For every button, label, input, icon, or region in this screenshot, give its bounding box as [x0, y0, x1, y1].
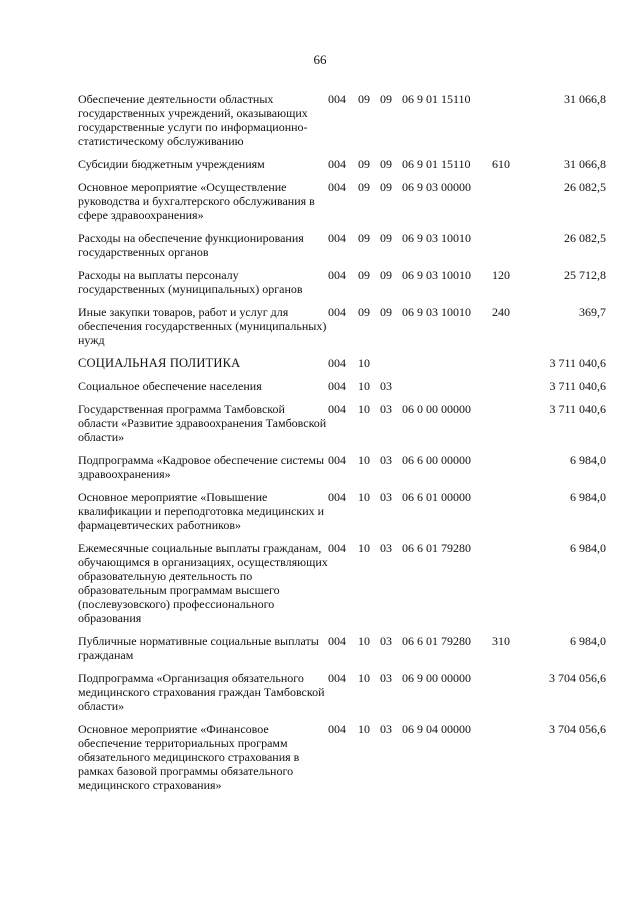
row-ministry-code: 004 — [328, 541, 346, 555]
row-name: Подпрограмма «Организация обязательного медицинского страхования граждан Тамбовской области» — [78, 671, 325, 713]
row-section-code: 09 — [358, 180, 370, 194]
row-amount: 3 711 040,6 — [549, 356, 606, 370]
row-target-article-code: 06 6 00 00000 — [402, 453, 471, 467]
table-row — [78, 379, 606, 402]
row-target-article-code: 06 6 01 79280 — [402, 634, 471, 648]
row-name: Расходы на обеспечение функционирования государственных органов — [78, 231, 304, 259]
row-expense-type-code — [492, 92, 528, 157]
row-ministry-code: 004 — [328, 379, 346, 393]
table-row — [78, 490, 606, 541]
row-target-article-code: 06 6 01 79280 — [402, 541, 471, 555]
row-section-code: 10 — [358, 490, 370, 504]
row-name: Обеспечение деятельности областных государственных учреждений, оказывающих государственные услуги по информационно-статистическому обслуживанию — [78, 92, 308, 148]
row-subsection-code — [380, 356, 402, 379]
row-name: Расходы на выплаты персоналу государственных (муниципальных) органов — [78, 268, 303, 296]
row-name: Государственная программа Тамбовской области «Развитие здравоохранения Тамбовской области» — [78, 402, 327, 444]
row-amount: 26 082,5 — [564, 180, 606, 194]
row-ministry-code: 004 — [328, 92, 346, 106]
row-expense-type-code — [492, 231, 528, 268]
row-ministry-code: 004 — [328, 634, 346, 648]
row-name: Подпрограмма «Кадровое обеспечение системы здравоохранения» — [78, 453, 325, 481]
row-target-article-code: 06 9 00 00000 — [402, 671, 471, 685]
row-subsection-code: 09 — [380, 157, 392, 171]
row-name: Основное мероприятие «Финансовое обеспечение территориальных программ обязательного медицинского страхования в рамках базовой программы обязательного медицинского страхования» — [78, 722, 300, 792]
row-amount: 6 984,0 — [570, 541, 606, 555]
row-expense-type-code — [492, 453, 528, 490]
row-section-code: 09 — [358, 92, 370, 106]
row-target-article-code: 06 0 00 00000 — [402, 402, 471, 416]
table-row — [78, 92, 606, 157]
row-ministry-code: 004 — [328, 305, 346, 319]
row-name: Основное мероприятие «Повышение квалификации и переподготовка медицинских и фармацевтических работников» — [78, 490, 325, 532]
row-section-code: 10 — [358, 379, 370, 393]
row-name: Субсидии бюджетным учреждениям — [78, 157, 265, 171]
row-expense-type-code — [492, 402, 528, 453]
row-expense-type-code — [492, 541, 528, 634]
row-subsection-code: 03 — [380, 379, 392, 393]
row-amount: 26 082,5 — [564, 231, 606, 245]
table-row — [78, 541, 606, 634]
row-expense-type-code: 120 — [492, 268, 510, 282]
row-ministry-code: 004 — [328, 268, 346, 282]
row-section-code: 10 — [358, 671, 370, 685]
row-target-article-code: 06 9 03 00000 — [402, 180, 471, 194]
row-target-article-code: 06 9 01 15110 — [402, 92, 471, 106]
row-target-article-code: 06 9 03 10010 — [402, 268, 471, 282]
row-subsection-code: 03 — [380, 453, 392, 467]
row-name: Основное мероприятие «Осуществление руководства и бухгалтерского обслуживания в сфере здравоохранения» — [78, 180, 315, 222]
table-row — [78, 722, 606, 801]
row-target-article-code: 06 9 03 10010 — [402, 231, 471, 245]
row-amount: 25 712,8 — [564, 268, 606, 282]
table-row — [78, 356, 606, 379]
row-expense-type-code — [492, 722, 528, 801]
table-row — [78, 634, 606, 671]
row-subsection-code: 09 — [380, 180, 392, 194]
row-expense-type-code — [492, 180, 528, 231]
row-subsection-code: 03 — [380, 722, 392, 736]
row-section-code: 09 — [358, 305, 370, 319]
row-ministry-code: 004 — [328, 231, 346, 245]
row-ministry-code: 004 — [328, 722, 346, 736]
budget-table — [78, 92, 606, 801]
row-expense-type-code: 310 — [492, 634, 510, 648]
row-section-code: 09 — [358, 157, 370, 171]
row-ministry-code: 004 — [328, 356, 346, 370]
row-target-article-code: 06 6 01 00000 — [402, 490, 471, 504]
row-ministry-code: 004 — [328, 671, 346, 685]
row-name: Публичные нормативные социальные выплаты гражданам — [78, 634, 319, 662]
row-expense-type-code — [492, 671, 528, 722]
row-target-article-code: 06 9 04 00000 — [402, 722, 471, 736]
row-target-article-code — [402, 379, 492, 402]
table-row — [78, 231, 606, 268]
row-subsection-code: 09 — [380, 231, 392, 245]
row-amount: 3 704 056,6 — [549, 671, 606, 685]
row-expense-type-code: 240 — [492, 305, 510, 319]
row-subsection-code: 03 — [380, 402, 392, 416]
row-ministry-code: 004 — [328, 490, 346, 504]
row-subsection-code: 09 — [380, 305, 392, 319]
row-section-code: 09 — [358, 268, 370, 282]
row-target-article-code — [402, 356, 492, 379]
row-target-article-code: 06 9 01 15110 — [402, 157, 471, 171]
row-section-code: 10 — [358, 356, 370, 370]
row-name: Ежемесячные социальные выплаты гражданам, обучающимся в организациях, осуществляющих образовательную деятельность по образовательным программам высшего (послевузовского) профессионального образования — [78, 541, 328, 625]
row-section-code: 10 — [358, 634, 370, 648]
row-amount: 3 704 056,6 — [549, 722, 606, 736]
table-row — [78, 157, 606, 180]
row-section-code: 10 — [358, 541, 370, 555]
row-name: Социальное обеспечение населения — [78, 379, 262, 393]
row-amount: 369,7 — [579, 305, 606, 319]
row-amount: 6 984,0 — [570, 453, 606, 467]
row-target-article-code: 06 9 03 10010 — [402, 305, 471, 319]
row-expense-type-code — [492, 379, 528, 402]
row-ministry-code: 004 — [328, 402, 346, 416]
row-section-code: 10 — [358, 402, 370, 416]
row-subsection-code: 03 — [380, 634, 392, 648]
row-subsection-code: 03 — [380, 541, 392, 555]
row-subsection-code: 03 — [380, 490, 392, 504]
row-section-code: 10 — [358, 453, 370, 467]
row-subsection-code: 09 — [380, 268, 392, 282]
row-section-code: 09 — [358, 231, 370, 245]
row-amount: 3 711 040,6 — [549, 379, 606, 393]
table-row — [78, 402, 606, 453]
row-amount: 6 984,0 — [570, 634, 606, 648]
table-row — [78, 671, 606, 722]
row-section-code: 10 — [358, 722, 370, 736]
row-amount: 31 066,8 — [564, 92, 606, 106]
row-ministry-code: 004 — [328, 453, 346, 467]
row-amount: 6 984,0 — [570, 490, 606, 504]
budget-table-body — [78, 92, 606, 801]
row-subsection-code: 03 — [380, 671, 392, 685]
table-row — [78, 268, 606, 305]
row-amount: 3 711 040,6 — [549, 402, 606, 416]
row-subsection-code: 09 — [380, 92, 392, 106]
row-expense-type-code — [492, 356, 528, 379]
table-row — [78, 180, 606, 231]
row-name: Иные закупки товаров, работ и услуг для обеспечения государственных (муниципальных) нужд — [78, 305, 327, 347]
row-amount: 31 066,8 — [564, 157, 606, 171]
row-ministry-code: 004 — [328, 180, 346, 194]
row-ministry-code: 004 — [328, 157, 346, 171]
row-expense-type-code — [492, 490, 528, 541]
table-row — [78, 453, 606, 490]
table-row — [78, 305, 606, 356]
row-expense-type-code: 610 — [492, 157, 510, 171]
page-number: 66 — [313, 52, 327, 67]
row-name: СОЦИАЛЬНАЯ ПОЛИТИКА — [78, 356, 241, 370]
